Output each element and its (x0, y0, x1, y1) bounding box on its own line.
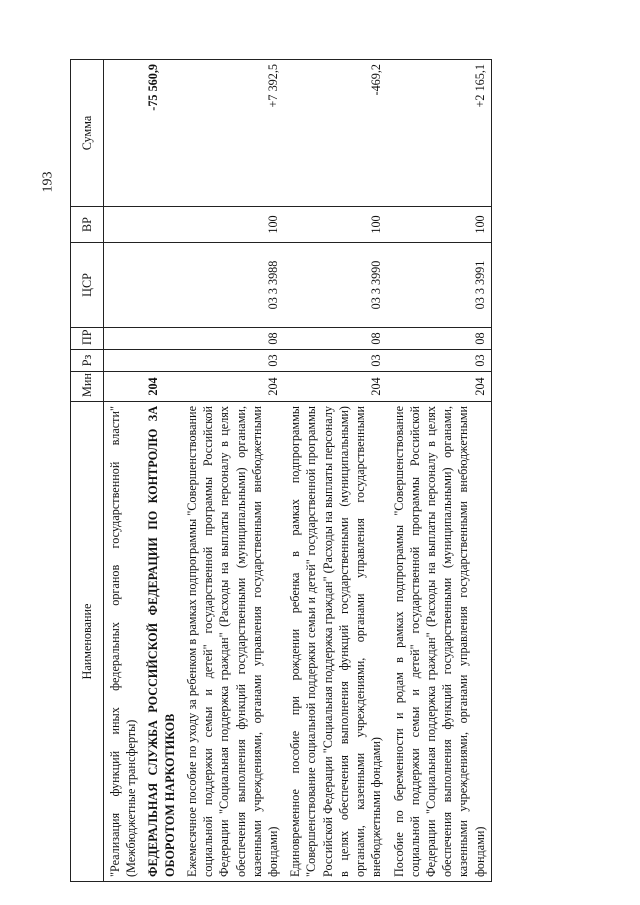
table-row (388, 60, 492, 882)
row-rz (142, 350, 180, 372)
row-vr: 100 (388, 207, 492, 243)
row-pr (142, 328, 180, 350)
header-vr: ВР (71, 207, 104, 243)
row-sum (104, 60, 143, 207)
row-vr: 100 (181, 207, 284, 243)
header-sum: Сумма (71, 60, 104, 207)
row-rz (104, 350, 143, 372)
header-min: Мин (71, 372, 104, 402)
row-csr (142, 243, 180, 328)
rotated-page-content (70, 60, 615, 882)
row-pr: 08 (181, 328, 284, 350)
row-rz: 03 (181, 350, 284, 372)
table-row-agency (142, 60, 180, 882)
row-sum: +2 165,1 (388, 60, 492, 207)
row-csr: 03 3 3988 (181, 243, 284, 328)
row-csr: 03 3 3991 (388, 243, 492, 328)
row-sum: -75 560,9 (142, 60, 180, 207)
header-rz: Рз (71, 350, 104, 372)
row-name: Ежемесячное пособие по уходу за ребенком в рамках подпрограммы "Совершенствование социальной поддержки семьи и детей" государственной программы Российской Федерации "Социальная поддержка граждан" (Расходы на выплаты персоналу в целях обеспечения выполнения функций государственными (муниципальными) органами, казенными учреждениями, органами управления государственными внебюджетными фондами) (181, 402, 284, 882)
row-name: Единовременное пособие при рождении ребенка в рамках подпрограммы "Совершенствование социальной поддержки семьи и детей" государственной программы Российской Федерации "Социальная поддержка граждан" (Расходы на выплаты персоналу в целях обеспечения выполнения функций государственными (муниципальными) органами, казенными учреждениями, органами управления государственными внебюджетными фондами) (284, 402, 387, 882)
table-row (181, 60, 284, 882)
page-number (42, 162, 54, 202)
row-sum: -469,2 (284, 60, 387, 207)
header-pr: ПР (71, 328, 104, 350)
header-name: Наименование (71, 402, 104, 882)
row-min: 204 (388, 372, 492, 402)
row-vr (104, 207, 143, 243)
row-pr: 08 (388, 328, 492, 350)
row-min: 204 (142, 372, 180, 402)
row-sum: +7 392,5 (181, 60, 284, 207)
budget-table (70, 59, 492, 882)
row-pr: 08 (284, 328, 387, 350)
row-csr: 03 3 3990 (284, 243, 387, 328)
row-csr (104, 243, 143, 328)
row-vr (142, 207, 180, 243)
table-row (104, 60, 143, 882)
page-number-text: 193 (40, 171, 55, 193)
table-row (284, 60, 387, 882)
row-rz: 03 (284, 350, 387, 372)
row-pr (104, 328, 143, 350)
row-min: 204 (181, 372, 284, 402)
row-min (104, 372, 143, 402)
row-name: Пособие по беременности и родам в рамках подпрограммы "Совершенствование социальной поддержки семьи и детей" государственной программы Российской Федерации "Социальная поддержка граждан" (Расходы на выплаты персоналу в целях обеспечения выполнения функций государственными (муниципальными) органами, казенными учреждениями, органами управления государственными внебюджетными фондами) (388, 402, 492, 882)
row-rz: 03 (388, 350, 492, 372)
row-vr: 100 (284, 207, 387, 243)
row-name: "Реализация функций иных федеральных органов государственной власти" (Межбюджетные трансферты) (104, 402, 143, 882)
row-name: ФЕДЕРАЛЬНАЯ СЛУЖБА РОССИЙСКОЙ ФЕДЕРАЦИИ ПО КОНТРОЛЮ ЗА ОБОРОТОМ НАРКОТИКОВ (142, 402, 180, 882)
table-header-row (71, 60, 104, 882)
row-min: 204 (284, 372, 387, 402)
header-csr: ЦСР (71, 243, 104, 328)
